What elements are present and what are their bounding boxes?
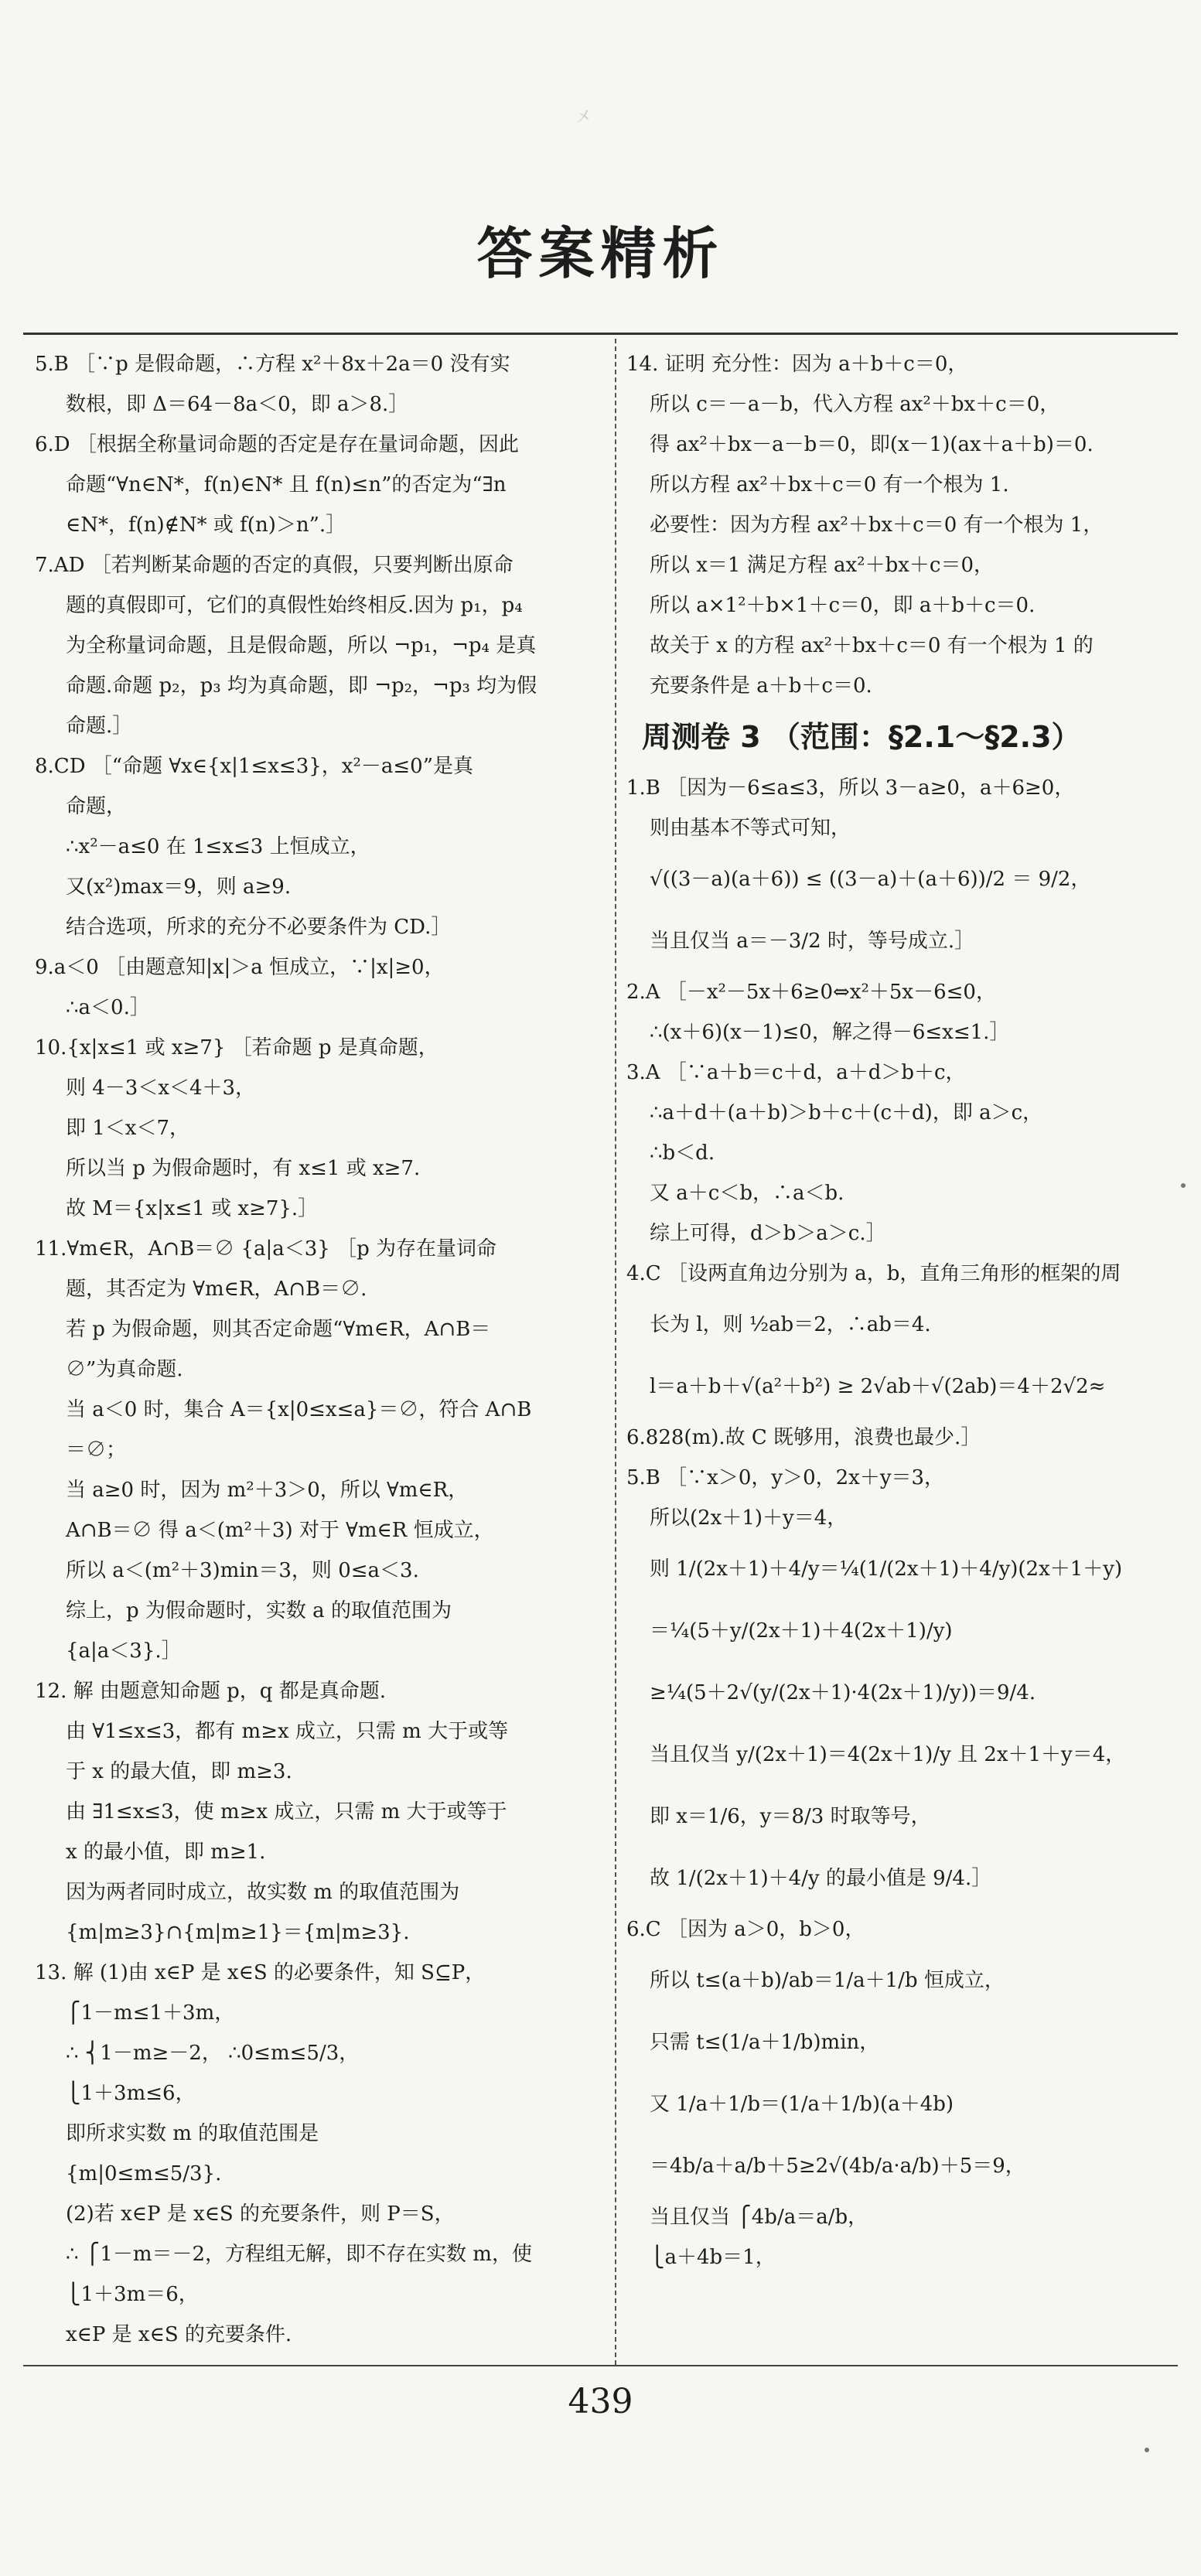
text-line: 由 ∀1≤x≤3，都有 m≥x 成立，只需 m 大于或等 xyxy=(66,1720,509,1743)
text-line: 5.B ［∵x＞0，y＞0，2x＋y＝3， xyxy=(626,1466,945,1489)
text-line: 则 1/(2x＋1)＋4/y＝¼(1/(2x＋1)＋4/y)(2x＋1＋y) xyxy=(650,1558,1123,1581)
text-line: 命题， xyxy=(66,795,127,818)
text-line: 数根，即 Δ＝64－8a＜0，即 a＞8.］ xyxy=(66,393,409,416)
speck xyxy=(1145,2448,1149,2452)
text-line: 14. 证明 充分性：因为 a＋b＋c＝0， xyxy=(626,353,968,376)
text-line: ∴b＜d. xyxy=(650,1141,715,1165)
text-line: ∅”为真命题. xyxy=(66,1358,183,1381)
text-line: ⎩1＋3m≤6， xyxy=(66,2082,196,2105)
text-line: A∩B＝∅ 得 a＜(m²＋3) 对于 ∀m∈R 恒成立， xyxy=(66,1519,494,1542)
text-line: 6.828(m).故 C 既够用，浪费也最少.］ xyxy=(626,1426,981,1449)
text-line: {m|0≤m≤5/3}. xyxy=(66,2162,222,2185)
text-line: 命题.命题 p₂，p₃ 均为真命题，即 ¬p₂，¬p₃ 均为假 xyxy=(66,674,537,698)
text-line: 即 1＜x＜7， xyxy=(66,1117,190,1140)
text-line: 故 M＝{x|x≤1 或 x≥7}.］ xyxy=(66,1197,319,1220)
text-line: 8.CD ［“命题 ∀x∈{x|1≤x≤3}，x²－a≤0”是真 xyxy=(35,755,473,778)
right-column xyxy=(626,344,1168,2277)
text-line: 则由基本不等式可知， xyxy=(650,817,851,840)
text-line: 为全称量词命题，且是假命题，所以 ¬p₁，¬p₄ 是真 xyxy=(66,634,537,657)
text-line: ∴a＜0.］ xyxy=(66,996,150,1019)
text-line: 11.∀m∈R，A∩B＝∅ {a|a＜3} ［p 为存在量词命 xyxy=(35,1237,497,1261)
text-line: 命题.］ xyxy=(66,715,133,738)
text-line: 所以当 p 为假命题时，有 x≤1 或 x≥7. xyxy=(66,1157,421,1180)
top-rule xyxy=(23,333,1178,335)
text-line: ＝4b/a＋a/b＋5≥2√(4b/a·a/b)＋5＝9， xyxy=(650,2155,1025,2178)
text-line: {m|m≥3}∩{m|m≥1}＝{m|m≥3}. xyxy=(66,1921,410,1944)
text-line: l＝a＋b＋√(a²＋b²) ≥ 2√ab＋√(2ab)＝4＋2√2≈ xyxy=(650,1375,1106,1398)
section-title: 周测卷 3 （范围：§2.1～§2.3） xyxy=(642,720,1081,754)
text-line: 即 x＝1/6，y＝8/3 时取等号， xyxy=(650,1805,931,1828)
text-line: 2.A ［－x²－5x＋6≥0⇔x²＋5x－6≤0， xyxy=(626,981,996,1004)
text-line: 当 a＜0 时，集合 A＝{x|0≤x≤a}＝∅，符合 A∩B xyxy=(66,1398,532,1421)
text-line: 于 x 的最大值，即 m≥3. xyxy=(66,1760,292,1783)
text-line: ＝∅； xyxy=(66,1438,127,1462)
text-line: ∴(x＋6)(x－1)≤0，解之得－6≤x≤1.］ xyxy=(650,1021,1010,1044)
text-line: 当且仅当 ⎧4b/a＝a/b， xyxy=(650,2206,868,2229)
page-title: 答案精析 xyxy=(476,221,725,286)
text-line: 又 1/a＋1/b＝(1/a＋1/b)(a＋4b) xyxy=(650,2093,954,2116)
text-line: ∈N*，f(n)∉N* 或 f(n)＞n”.］ xyxy=(66,513,346,537)
text-line: 12. 解 由题意知命题 p，q 都是真命题. xyxy=(35,1680,386,1703)
text-line: ∴a＋d＋(a＋b)＞b＋c＋(c＋d)，即 a＞c， xyxy=(650,1101,1043,1124)
text-line: 5.B ［∵p 是假命题，∴方程 x²＋8x＋2a＝0 没有实 xyxy=(35,353,510,376)
text-line: ∴ ⎨1－m≥－2， ∴0≤m≤5/3， xyxy=(66,2042,360,2065)
text-line: 因为两者同时成立，故实数 m 的取值范围为 xyxy=(66,1881,460,1904)
text-line: 即所求实数 m 的取值范围是 xyxy=(66,2122,319,2145)
text-line: 当且仅当 y/(2x＋1)＝4(2x＋1)/y 且 2x＋1＋y＝4， xyxy=(650,1743,1126,1766)
text-line: 当 a≥0 时，因为 m²＋3＞0，所以 ∀m∈R， xyxy=(66,1479,469,1502)
text-line: ⎧1－m≤1＋3m， xyxy=(66,2001,235,2025)
text-line: ⎩a＋4b＝1， xyxy=(650,2246,776,2269)
text-line: 长为 l，则 ½ab＝2，∴ab＝4. xyxy=(650,1313,931,1336)
answers-block xyxy=(626,768,1168,2277)
text-line: 10.{x|x≤1 或 x≥7} ［若命题 p 是真命题， xyxy=(35,1036,438,1059)
top-mark: 㐅 xyxy=(576,107,592,126)
text-line: (2)若 x∈P 是 x∈S 的充要条件，则 P＝S， xyxy=(66,2202,455,2226)
speck xyxy=(1181,1183,1186,1188)
text-line: 所以 a×1²＋b×1＋c＝0，即 a＋b＋c＝0. xyxy=(650,594,1036,617)
text-line: 9.a＜0 ［由题意知|x|＞a 恒成立，∵|x|≥0， xyxy=(35,956,445,979)
column-divider xyxy=(615,339,616,2365)
text-line: 得 ax²＋bx－a－b＝0，即(x－1)(ax＋a＋b)＝0. xyxy=(650,433,1094,456)
text-line: x∈P 是 x∈S 的充要条件. xyxy=(66,2323,292,2346)
text-line: 题，其否定为 ∀m∈R，A∩B＝∅. xyxy=(66,1278,367,1301)
text-line: 又 a＋c＜b，∴a＜b. xyxy=(650,1182,844,1205)
text-line: 充要条件是 a＋b＋c＝0. xyxy=(650,674,872,698)
page-number: 439 xyxy=(568,2382,633,2421)
text-line: ∴x²－a≤0 在 1≤x≤3 上恒成立， xyxy=(66,835,370,858)
text-line: 则 4－3＜x＜4＋3， xyxy=(66,1076,256,1100)
text-line: 所以 c＝－a－b，代入方程 ax²＋bx＋c＝0， xyxy=(650,393,1060,416)
text-line: 3.A ［∵a＋b＝c＋d，a＋d＞b＋c， xyxy=(626,1061,966,1084)
text-line: 当且仅当 a＝－3/2 时，等号成立.］ xyxy=(650,930,975,953)
text-line: 13. 解 (1)由 x∈P 是 x∈S 的必要条件，知 S⊆P， xyxy=(35,1961,486,1984)
text-line: 所以 t≤(a＋b)/ab＝1/a＋1/b 恒成立， xyxy=(650,1969,1005,1992)
text-line: x 的最小值，即 m≥1. xyxy=(66,1841,266,1864)
text-line: 所以方程 ax²＋bx＋c＝0 有一个根为 1. xyxy=(650,473,1009,496)
text-line: 故关于 x 的方程 ax²＋bx＋c＝0 有一个根为 1 的 xyxy=(650,634,1094,657)
text-line: 所以(2x＋1)＋y＝4， xyxy=(650,1506,848,1530)
text-line: 综上，p 为假命题时，实数 a 的取值范围为 xyxy=(66,1599,452,1622)
text-line: ≥¼(5＋2√(y/(2x＋1)·4(2x＋1)/y))＝9/4. xyxy=(650,1681,1036,1704)
text-line: 又(x²)max＝9，则 a≥9. xyxy=(66,875,292,899)
text-line: 综上可得，d＞b＞a＞c.］ xyxy=(650,1222,886,1245)
text-line: 结合选项，所求的充分不必要条件为 CD.］ xyxy=(66,916,452,939)
proof-block xyxy=(626,344,1168,706)
bottom-rule xyxy=(23,2365,1178,2366)
text-line: 4.C ［设两直角边分别为 a，b，直角三角形的框架的周 xyxy=(626,1262,1121,1285)
text-line: ⎩1＋3m＝6， xyxy=(66,2283,199,2306)
text-line: 1.B ［因为－6≤a≤3，所以 3－a≥0，a＋6≥0， xyxy=(626,776,1075,800)
text-line: 必要性：因为方程 ax²＋bx＋c＝0 有一个根为 1， xyxy=(650,513,1104,537)
text-line: 6.C ［因为 a＞0，b＞0， xyxy=(626,1918,865,1941)
text-line: {a|a＜3}.］ xyxy=(66,1639,182,1663)
text-line: ∴ ⎧1－m＝－2，方程组无解，即不存在实数 m，使 xyxy=(66,2243,532,2266)
text-line: 只需 t≤(1/a＋1/b)min， xyxy=(650,2031,880,2054)
text-line: √((3－a)(a＋6)) ≤ ((3－a)＋(a＋6))/2 ＝ 9/2， xyxy=(650,868,1091,891)
text-line: 所以 a＜(m²＋3)min＝3，则 0≤a＜3. xyxy=(66,1559,419,1582)
text-line: 6.D ［根据全称量词命题的否定是存在量词命题，因此 xyxy=(35,433,519,456)
text-line: 故 1/(2x＋1)＋4/y 的最小值是 9/4.］ xyxy=(650,1867,992,1890)
text-line: 由 ∃1≤x≤3，使 m≥x 成立，只需 m 大于或等于 xyxy=(66,1800,507,1824)
text-line: ＝¼(5＋y/(2x＋1)＋4(2x＋1)/y) xyxy=(650,1619,953,1643)
text-line: 题的真假即可，它们的真假性始终相反.因为 p₁，p₄ xyxy=(66,594,523,617)
left-column xyxy=(35,344,599,2355)
text-line: 所以 x＝1 满足方程 ax²＋bx＋c＝0， xyxy=(650,554,994,577)
text-line: 命题“∀n∈N*，f(n)∈N* 且 f(n)≤n”的否定为“∃n xyxy=(66,473,507,496)
text-line: 7.AD ［若判断某命题的否定的真假，只要判断出原命 xyxy=(35,554,513,577)
text-line: 若 p 为假命题，则其否定命题“∀m∈R，A∩B＝ xyxy=(66,1318,491,1341)
